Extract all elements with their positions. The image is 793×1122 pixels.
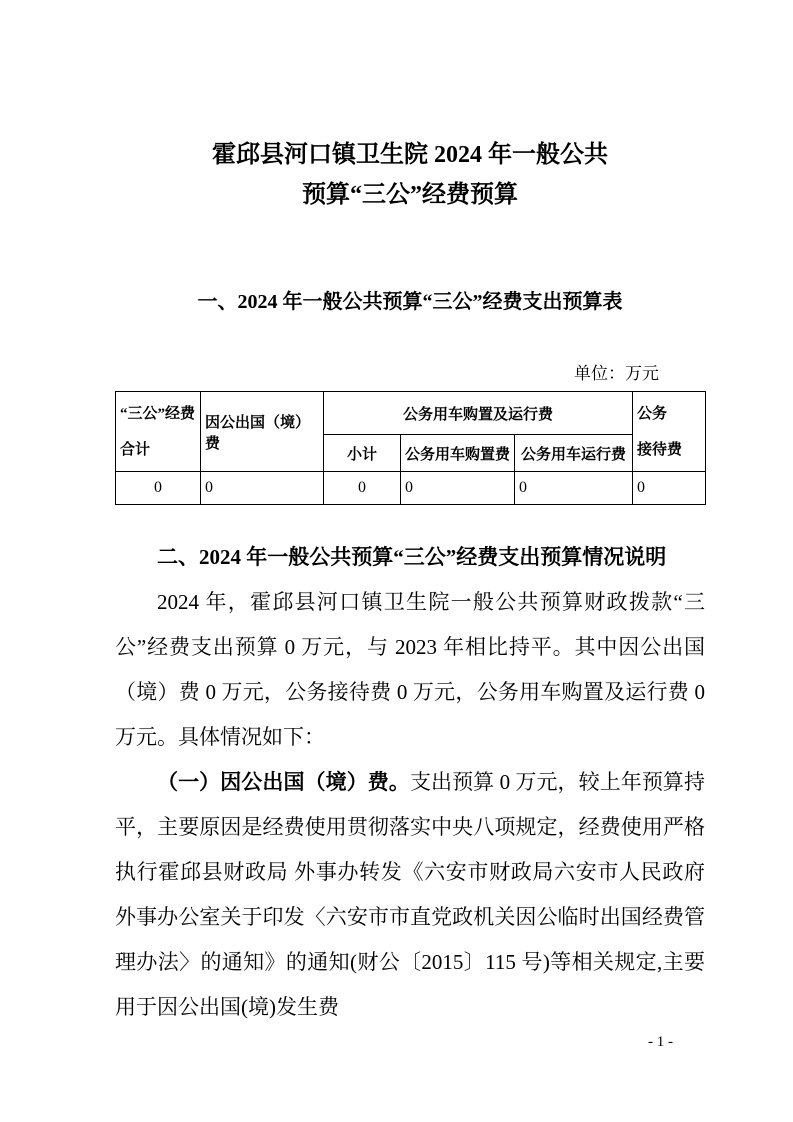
page-number: - 1 - bbox=[648, 1034, 673, 1050]
header-cell-vehicle-purchase: 公务用车购置费 bbox=[401, 435, 515, 472]
data-cell-reception-fee: 0 bbox=[633, 472, 706, 505]
header-cell-total bbox=[116, 392, 201, 472]
section-one-heading: 一、2024 年一般公共预算“三公”经费支出预算表 bbox=[197, 291, 623, 313]
unit-label: 单位：万元 bbox=[574, 364, 659, 383]
section-two-heading: 二、2024 年一般公共预算“三公”经费支出预算情况说明 bbox=[157, 545, 667, 569]
document-title bbox=[115, 0, 705, 215]
data-cell-abroad-fee: 0 bbox=[201, 472, 324, 505]
paragraph-overview: 2024 年，霍邱县河口镇卫生院一般公共预算财政拨款“三公”经费支出预算 0 万元，与 2023 年相比持平。其中因公出国（境）费 0 万元，公务接待费 0 万元，公务用车购置及运行费 0 万元。具体情况如下： bbox=[115, 590, 705, 749]
header-cell-vehicle-subtotal: 小计 bbox=[324, 435, 401, 472]
header-cell-reception-line1: 公务 bbox=[637, 405, 668, 422]
paragraph-abroad-rest: 支出预算 0 万元，较上年预算持平，主要原因是经费使用贯彻落实中央八项规定，经费使用严格执行霍邱县财政局 外事办转发《六安市财政局六安市人民政府外事办公室关于印发〈六安市市直党政机关因公临时出国经费管理办法〉的通知》的通知(财公〔2015〕115 号)等相关规定,主要用于因公出国(境)发生费 bbox=[115, 770, 706, 1019]
header-cell-reception-line2: 接待费 bbox=[637, 441, 683, 458]
data-cell-vehicle-operation: 0 bbox=[515, 472, 633, 505]
header-cell-total-line1: “三公”经费 bbox=[120, 405, 196, 422]
header-cell-vehicle-operation: 公务用车运行费 bbox=[515, 435, 633, 472]
paragraph-abroad-lead: （一）因公出国（境）费。 bbox=[157, 770, 410, 794]
header-cell-abroad-fee: 因公出国（境）费 bbox=[201, 392, 324, 472]
header-cell-reception-fee bbox=[633, 392, 706, 472]
data-cell-vehicle-subtotal: 0 bbox=[324, 472, 401, 505]
three-public-budget-table bbox=[115, 391, 706, 505]
document-title-line1: 霍邱县河口镇卫生院 2024 年一般公共 bbox=[212, 142, 608, 168]
paragraph-abroad bbox=[115, 760, 705, 1030]
document-title-line2: 预算“三公”经费预算 bbox=[302, 182, 518, 208]
data-cell-total: 0 bbox=[116, 472, 201, 505]
header-cell-vehicle-group: 公务用车购置及运行费 bbox=[324, 392, 633, 435]
data-cell-vehicle-purchase: 0 bbox=[401, 472, 515, 505]
header-cell-total-line2: 合计 bbox=[120, 441, 151, 458]
table-header-row-1 bbox=[116, 392, 706, 435]
table-data-row bbox=[116, 472, 706, 505]
